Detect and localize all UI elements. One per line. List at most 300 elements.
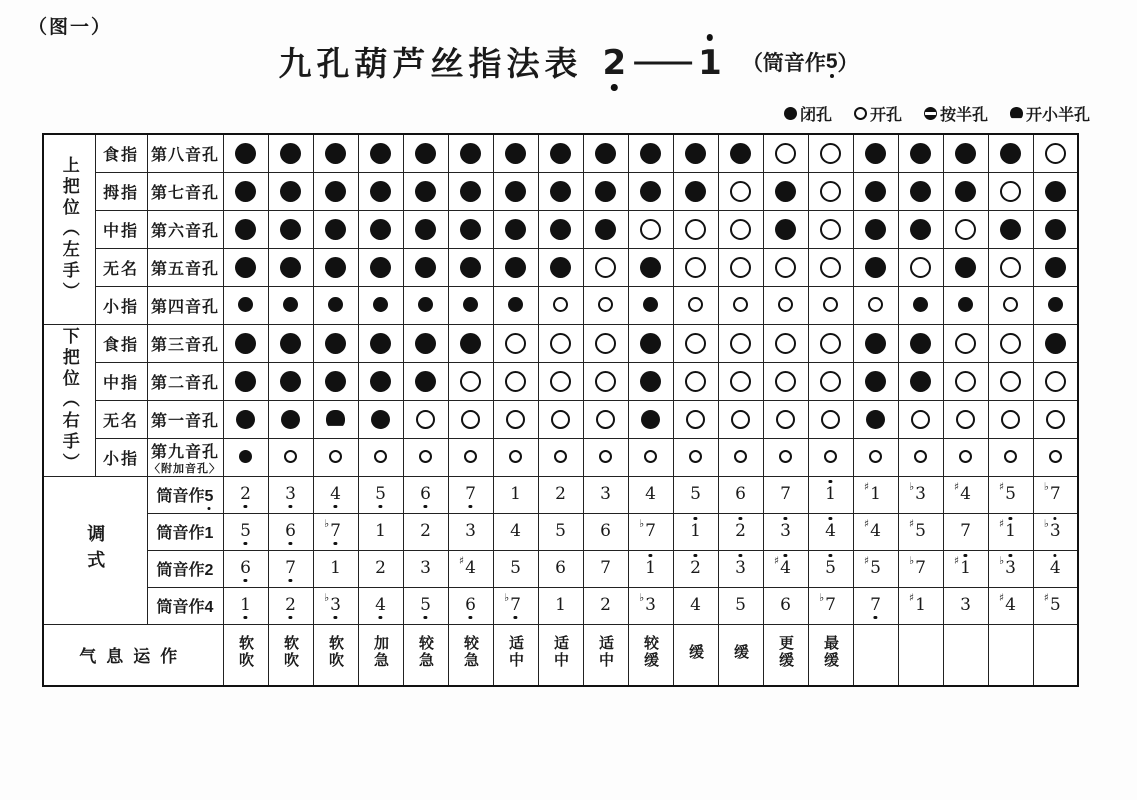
open-hole-icon (553, 297, 568, 312)
finger-label: 小指 (95, 438, 147, 476)
hole-state-cell (898, 324, 943, 362)
hole-state-cell (853, 324, 898, 362)
hole-state-cell (358, 362, 403, 400)
mode-name-prefix: 筒音作 (156, 525, 205, 542)
flat-icon: ♭ (639, 517, 645, 530)
note-cell: ♯ 5 (853, 550, 898, 587)
breath-value-cell (673, 624, 718, 686)
hole-state-cell (673, 362, 718, 400)
closed-hole-icon (958, 297, 973, 312)
closed-hole-icon (460, 181, 481, 202)
legend-label: 按半孔 (939, 107, 988, 124)
hole-state-cell (988, 438, 1033, 476)
note-cell: 6 (538, 550, 583, 587)
closed-hole-icon (1045, 333, 1066, 354)
closed-hole-icon (235, 143, 256, 164)
hole-state-cell (448, 400, 493, 438)
note-cell: 6 (403, 476, 448, 513)
open-hole-icon (595, 257, 616, 278)
hole-name-label: 第二音孔 (147, 362, 223, 400)
sharp-icon: ♯ (863, 517, 870, 530)
hole-row (43, 438, 1078, 476)
hole-state-cell (763, 286, 808, 324)
closed-hole-icon (460, 333, 481, 354)
hole-state-cell (448, 134, 493, 172)
breath-value: 适中 (597, 635, 614, 670)
hole-state-cell (898, 286, 943, 324)
open-hole-icon (595, 371, 616, 392)
open-hole-icon (686, 410, 705, 429)
note-cell: 7 (448, 476, 493, 513)
hole-state-cell (493, 438, 538, 476)
note-cell: ♯ 4 (853, 513, 898, 550)
hole-state-cell (223, 400, 268, 438)
breath-value-cell (313, 624, 358, 686)
open-hole-icon (820, 333, 841, 354)
hole-state-cell (628, 362, 673, 400)
open-hole-icon (685, 333, 706, 354)
open-hole-icon (730, 333, 751, 354)
note-cell: ♯ 5 (988, 476, 1033, 513)
range-start-note: 2 (596, 41, 632, 83)
note-cell: 5 (718, 587, 763, 624)
breath-value: 软吹 (237, 635, 254, 670)
hole-state-cell (718, 210, 763, 248)
hole-name-label: 第一音孔 (147, 400, 223, 438)
closed-hole-icon (595, 143, 616, 164)
closed-hole-icon (280, 143, 301, 164)
note-cell: 4 (493, 513, 538, 550)
note-cell: ♯ 4 (763, 550, 808, 587)
breath-value: 缓 (687, 643, 704, 661)
open-hole-icon (868, 297, 883, 312)
hole-state-cell (493, 324, 538, 362)
open-hole-icon (598, 297, 613, 312)
mode-row (43, 550, 1078, 587)
legend-item (854, 102, 902, 125)
sharp-icon: ♯ (1043, 591, 1049, 604)
hole-state-cell (358, 286, 403, 324)
hole-state-cell (358, 248, 403, 286)
closed-hole-icon (280, 219, 301, 240)
closed-hole-icon (1045, 257, 1066, 278)
breath-section-label: 气息运作 (43, 624, 223, 686)
hole-state-cell (448, 286, 493, 324)
note-cell: ♭ 3 (988, 550, 1033, 587)
hole-state-cell (943, 172, 988, 210)
low-octave-dot (289, 505, 292, 508)
closed-hole-icon (235, 181, 256, 202)
high-octave-dot (1054, 554, 1057, 557)
closed-hole-icon (550, 181, 571, 202)
hole-state-cell (808, 248, 853, 286)
closed-hole-icon (1045, 181, 1066, 202)
hole-state-cell (448, 362, 493, 400)
hole-state-cell (898, 438, 943, 476)
hole-state-cell (718, 400, 763, 438)
open-hole-icon (823, 297, 838, 312)
breath-value: 加急 (372, 635, 389, 670)
low-octave-dot (469, 616, 472, 619)
sharp-icon: ♯ (908, 591, 915, 604)
note-cell: 7 (583, 550, 628, 587)
open-hole-icon (1045, 143, 1066, 164)
hole-state-cell (1033, 210, 1078, 248)
note-cell: 4 (673, 587, 718, 624)
closed-hole-icon (370, 143, 391, 164)
finger-label: 食指 (95, 134, 147, 172)
note-cell: 3 (448, 513, 493, 550)
hole-state-cell (763, 438, 808, 476)
open-hole-icon (284, 450, 297, 463)
hole-state-cell (313, 400, 358, 438)
hole-state-cell (448, 248, 493, 286)
open-hole-icon (1000, 371, 1021, 392)
closed-hole-icon (595, 181, 616, 202)
hole-state-cell (493, 210, 538, 248)
open-hole-icon (1046, 410, 1065, 429)
closed-hole-icon (550, 219, 571, 240)
closed-hole-icon (865, 371, 886, 392)
open-hole-icon (1003, 297, 1018, 312)
paren-close: ） (837, 51, 859, 75)
open-hole-icon (1045, 371, 1066, 392)
closed-hole-icon (415, 333, 436, 354)
hole-state-cell (268, 362, 313, 400)
hole-state-cell (313, 172, 358, 210)
hole-row (43, 362, 1078, 400)
sharp-icon: ♯ (998, 480, 1005, 493)
hole-state-cell (358, 134, 403, 172)
hole-state-cell (718, 362, 763, 400)
finger-label: 无名 (95, 248, 147, 286)
note-cell: ♯ 1 (853, 476, 898, 513)
hole-state-cell (1033, 172, 1078, 210)
hole-state-cell (223, 248, 268, 286)
high-octave-dot (649, 554, 652, 557)
hole-state-cell (358, 210, 403, 248)
closed-hole-icon (370, 181, 391, 202)
open-hole-icon (731, 410, 750, 429)
closed-hole-icon (955, 143, 976, 164)
hole-state-cell (538, 362, 583, 400)
hole-state-cell (538, 400, 583, 438)
closed-hole-icon (910, 219, 931, 240)
hole-state-cell (988, 400, 1033, 438)
hole-state-cell (898, 400, 943, 438)
hole-state-cell (223, 210, 268, 248)
closed-hole-icon (463, 297, 478, 312)
breath-value: 适中 (552, 635, 569, 670)
hole-state-cell (718, 438, 763, 476)
tube-note-value: 5 (826, 50, 838, 74)
closed-hole-icon (640, 371, 661, 392)
note-cell: 3 (718, 550, 763, 587)
hole-row (43, 210, 1078, 248)
closed-hole-icon (460, 219, 481, 240)
closed-hole-icon (280, 333, 301, 354)
hole-state-cell (718, 134, 763, 172)
note-cell: ♯ 4 (943, 476, 988, 513)
note-cell: 2 (583, 587, 628, 624)
note-cell: ♭ 3 (628, 587, 673, 624)
note-cell: 4 (358, 587, 403, 624)
hole-state-cell (403, 210, 448, 248)
open-hole-icon (685, 257, 706, 278)
open-hole-icon (775, 371, 796, 392)
closed-hole-icon (460, 257, 481, 278)
closed-hole-icon (280, 257, 301, 278)
hole-state-cell (808, 400, 853, 438)
hole-name-label: 第四音孔 (147, 286, 223, 324)
open-hole-icon (1000, 181, 1021, 202)
high-octave-dot (1009, 517, 1012, 520)
hole-state-cell (448, 210, 493, 248)
closed-hole-icon (505, 219, 526, 240)
sharp-icon: ♯ (998, 591, 1005, 604)
hole-state-cell (943, 400, 988, 438)
range-end-note: 1 (692, 41, 728, 83)
closed-hole-icon (235, 371, 256, 392)
note-cell: ♭ 7 (808, 587, 853, 624)
open-hole-icon (820, 219, 841, 240)
hole-state-cell (223, 438, 268, 476)
small-half-hole-icon (326, 410, 345, 429)
high-octave-dot (739, 554, 742, 557)
open-hole-icon (1000, 257, 1021, 278)
hole-state-cell (1033, 324, 1078, 362)
hole-state-cell (1033, 362, 1078, 400)
closed-hole-icon (325, 257, 346, 278)
hole-state-cell (628, 248, 673, 286)
note-cell: 6 (223, 550, 268, 587)
open-hole-icon (911, 410, 930, 429)
hole-state-cell (988, 172, 1033, 210)
hole-state-cell (583, 362, 628, 400)
note-cell: 6 (268, 513, 313, 550)
hole-row (43, 324, 1078, 362)
open-hole-icon (820, 371, 841, 392)
title-text: 九孔葫芦丝指法表 (278, 45, 583, 82)
hole-state-cell (808, 172, 853, 210)
legend-label: 闭孔 (799, 107, 832, 124)
hole-state-cell (943, 324, 988, 362)
note-cell: 3 (268, 476, 313, 513)
hole-state-cell (313, 134, 358, 172)
hole-state-cell (403, 438, 448, 476)
closed-hole-icon (955, 257, 976, 278)
hole-state-cell (448, 324, 493, 362)
open-hole-icon (1049, 450, 1062, 463)
note-cell: 7 (763, 476, 808, 513)
breath-value-cell (1033, 624, 1078, 686)
breath-value-cell (718, 624, 763, 686)
finger-label: 拇指 (95, 172, 147, 210)
hole-state-cell (358, 438, 403, 476)
breath-value: 较急 (462, 635, 479, 670)
half-hole-icon (924, 107, 937, 120)
closed-hole-icon (865, 257, 886, 278)
legend-label: 开孔 (869, 107, 902, 124)
note-cell: 1 (538, 587, 583, 624)
breath-value: 软吹 (282, 635, 299, 670)
closed-hole-icon (775, 181, 796, 202)
low-octave-dot (379, 616, 382, 619)
note-cell: 5 (403, 587, 448, 624)
hand-position-label: 上把位（左手） (43, 134, 95, 324)
closed-hole-icon (235, 333, 256, 354)
hole-state-cell (808, 324, 853, 362)
open-hole-icon (820, 181, 841, 202)
closed-hole-icon (865, 219, 886, 240)
closed-hole-icon (910, 333, 931, 354)
open-hole-icon (730, 181, 751, 202)
note-cell: ♭ 3 (1033, 513, 1078, 550)
closed-hole-icon (730, 143, 751, 164)
closed-hole-icon (955, 181, 976, 202)
closed-hole-icon (643, 297, 658, 312)
low-octave-dot (244, 542, 247, 545)
hole-state-cell (853, 400, 898, 438)
breath-value-cell (223, 624, 268, 686)
open-hole-icon (599, 450, 612, 463)
open-hole-icon (596, 410, 615, 429)
closed-hole-icon (280, 371, 301, 392)
closed-hole-icon (1045, 219, 1066, 240)
hole-state-cell (538, 324, 583, 362)
closed-hole-icon (508, 297, 523, 312)
finger-label: 食指 (95, 324, 147, 362)
note-cell: ♯ 1 (898, 587, 943, 624)
breath-value-cell (988, 624, 1033, 686)
mode-name-label: 筒音作2 (147, 550, 223, 587)
closed-hole-icon (910, 143, 931, 164)
sharp-icon: ♯ (998, 517, 1005, 530)
hole-state-cell (1033, 400, 1078, 438)
high-octave-dot (829, 554, 832, 557)
low-octave-dot (289, 579, 292, 582)
hole-state-cell (403, 134, 448, 172)
breath-value: 最缓 (822, 635, 839, 670)
sharp-icon: ♯ (773, 554, 780, 567)
closed-hole-icon (641, 410, 660, 429)
flat-icon: ♭ (324, 591, 330, 604)
open-hole-icon (689, 450, 702, 463)
hole-state-cell (403, 362, 448, 400)
note-cell: 3 (943, 587, 988, 624)
breath-value-cell (628, 624, 673, 686)
hole-state-cell (673, 286, 718, 324)
open-hole-icon (775, 257, 796, 278)
note-cell: 7 (853, 587, 898, 624)
note-cell: ♭ 7 (1033, 476, 1078, 513)
note-cell: ♯ 4 (448, 550, 493, 587)
open-hole-icon (640, 219, 661, 240)
hole-state-cell (943, 210, 988, 248)
hole-state-cell (763, 134, 808, 172)
hole-state-cell (943, 134, 988, 172)
hole-row (43, 172, 1078, 210)
open-hole-icon (776, 410, 795, 429)
closed-hole-icon (415, 219, 436, 240)
hole-state-cell (538, 438, 583, 476)
note-cell: 4 (313, 476, 358, 513)
closed-hole-icon (1048, 297, 1063, 312)
high-octave-dot (1009, 554, 1012, 557)
closed-hole-icon (415, 257, 436, 278)
open-hole-icon (1000, 333, 1021, 354)
open-hole-icon (956, 410, 975, 429)
hole-name-label: 第三音孔 (147, 324, 223, 362)
hole-state-cell (628, 286, 673, 324)
hole-state-cell (853, 286, 898, 324)
open-hole-icon (464, 450, 477, 463)
note-cell: 6 (448, 587, 493, 624)
hole-state-cell (853, 248, 898, 286)
hole-state-cell (268, 438, 313, 476)
note-cell: 2 (268, 587, 313, 624)
hole-state-cell (1033, 438, 1078, 476)
legend-item (784, 102, 832, 125)
hole-state-cell (988, 134, 1033, 172)
closed-hole-icon (865, 181, 886, 202)
hole-state-cell (673, 172, 718, 210)
hole-name-label: 第五音孔 (147, 248, 223, 286)
open-hole-icon (914, 450, 927, 463)
closed-hole-icon (505, 257, 526, 278)
note-cell: ♯ 4 (988, 587, 1033, 624)
open-hole-icon (730, 371, 751, 392)
closed-hole-icon (640, 257, 661, 278)
flat-icon: ♭ (909, 554, 915, 567)
closed-hole-icon (325, 219, 346, 240)
flat-icon: ♭ (1043, 480, 1049, 493)
hole-state-cell (583, 210, 628, 248)
flat-icon: ♭ (999, 554, 1005, 567)
note-cell: ♭ 7 (493, 587, 538, 624)
hole-state-cell (493, 134, 538, 172)
finger-label: 小指 (95, 286, 147, 324)
high-octave-dot (964, 554, 967, 557)
hole-name-label: 第九音孔 〈附加音孔〉 (147, 438, 223, 476)
hole-state-cell (268, 324, 313, 362)
note-cell: 2 (358, 550, 403, 587)
note-cell: 6 (718, 476, 763, 513)
hole-row (43, 286, 1078, 324)
note-cell: 1 (313, 550, 358, 587)
note-cell: 5 (358, 476, 403, 513)
hole-state-cell (853, 210, 898, 248)
low-octave-dot (514, 616, 517, 619)
hole-state-cell (538, 286, 583, 324)
breath-value: 软吹 (327, 635, 344, 670)
open-hole-icon (778, 297, 793, 312)
note-cell: 6 (763, 587, 808, 624)
hole-state-cell (898, 362, 943, 400)
open-hole-icon (955, 371, 976, 392)
closed-hole-icon (418, 297, 433, 312)
open-hole-icon (824, 450, 837, 463)
note-cell: 1 (673, 513, 718, 550)
open-hole-icon (775, 143, 796, 164)
hole-state-cell (538, 210, 583, 248)
hole-state-cell (988, 248, 1033, 286)
note-cell: ♯ 5 (1033, 587, 1078, 624)
closed-hole-icon (371, 410, 390, 429)
hole-state-cell (718, 172, 763, 210)
hole-row (43, 400, 1078, 438)
hole-state-cell (358, 324, 403, 362)
